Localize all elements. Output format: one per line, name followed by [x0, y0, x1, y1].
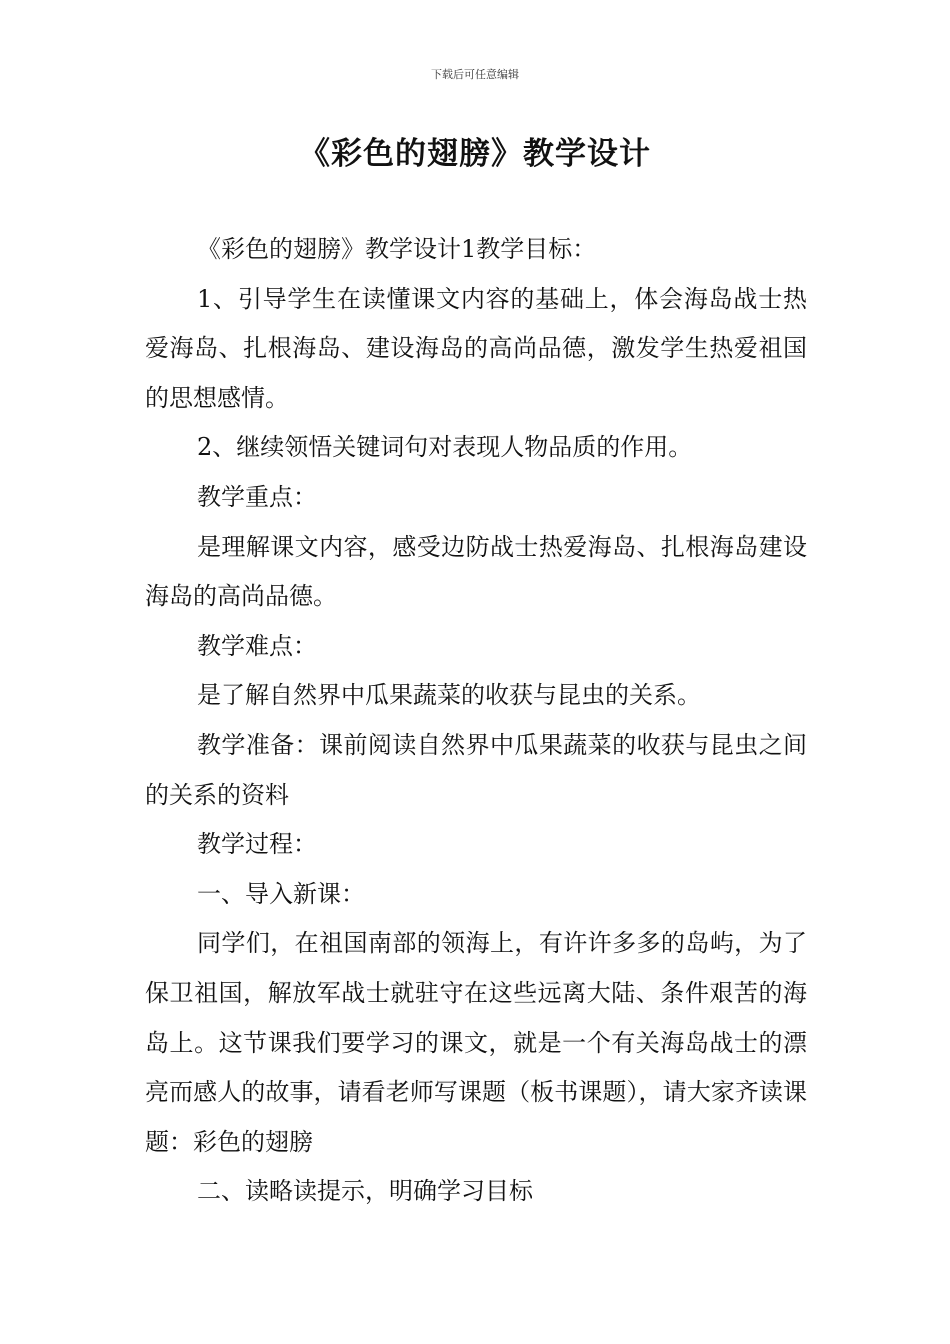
- heading-difficulties: 教学难点：: [197, 631, 317, 660]
- heading-process: 教学过程：: [197, 830, 317, 859]
- document-title: 《彩色的翅膀》教学设计: [299, 136, 651, 172]
- heading-key-points: 教学重点：: [197, 482, 317, 511]
- paragraph-difficulties: 是了解自然界中瓜果蔬菜的收获与昆虫的关系。: [197, 681, 701, 710]
- paragraph-preparation: 教学准备：课前阅读自然界中瓜果蔬菜的收获与昆虫之间的关系的资料: [145, 730, 807, 809]
- heading-step-1: 一、导入新课：: [197, 879, 365, 908]
- paragraph-goal-1: 1、引导学生在读懂课文内容的基础上，体会海岛战士热爱海岛、扎根海岛、建设海岛的高尚品德，激发学生热爱祖国的思想感情。: [145, 284, 807, 412]
- paragraph-step-1: 同学们，在祖国南部的领海上，有许许多多的岛屿，为了保卫祖国，解放军战士就驻守在这些远离大陆、条件艰苦的海岛上。这节课我们要学习的课文，就是一个有关海岛战士的漂亮而感人的故事，请看老师写课题（板书课题），请大家齐读课题：彩色的翅膀: [145, 929, 807, 1156]
- header-note: 下载后可任意编辑: [431, 68, 519, 81]
- heading-step-2: 二、读略读提示，明确学习目标: [197, 1177, 533, 1206]
- paragraph-intro: 《彩色的翅膀》教学设计1教学目标：: [197, 235, 597, 263]
- paragraph-key-points: 是理解课文内容，感受边防战士热爱海岛、扎根海岛建设海岛的高尚品德。: [145, 532, 807, 611]
- document-body: [145, 225, 807, 1217]
- paragraph-goal-2: 2、继续领悟关键词句对表现人物品质的作用。: [197, 433, 693, 462]
